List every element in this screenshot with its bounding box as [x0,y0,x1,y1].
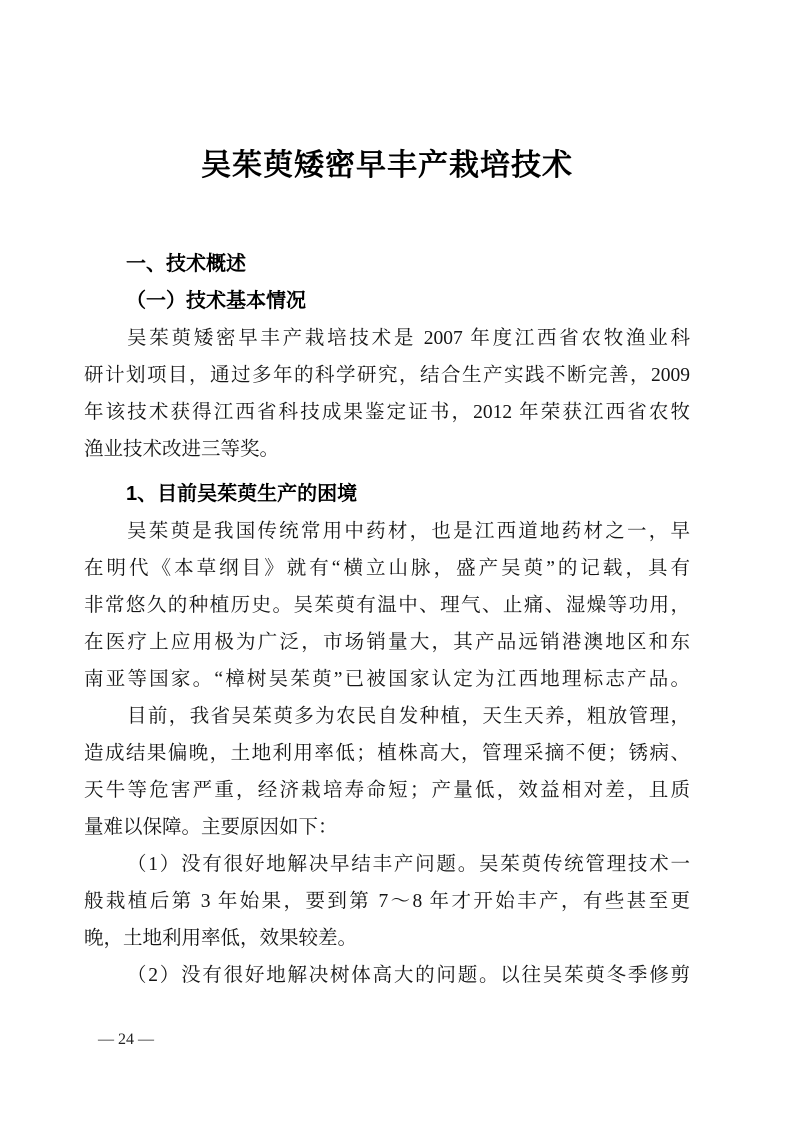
body-line: 吴茱萸是我国传统常用中药材，也是江西道地药材之一，早 [127,521,690,542]
heading-h1: 一、技术概述 [126,253,246,275]
body-line: 造成结果偏晚，土地利用率低；植株高大，管理采摘不便；锈病、 [84,743,690,764]
body-line: 在明代《本草纲目》就有“横立山脉，盛产吴萸”的记载，具有 [84,558,690,579]
heading-h2: （一）技术基本情况 [126,290,306,312]
body-line: 天牛等危害严重，经济栽培寿命短；产量低，效益相对差，且质 [84,780,690,801]
body-line: 渔业技术改进三等奖。 [84,439,280,460]
body-line: 研计划项目，通过多年的科学研究，结合生产实践不断完善，2009 [84,365,690,386]
page-title: 吴茱萸矮密早丰产栽培技术 [201,149,573,182]
page-number: — 24 — [98,1031,154,1048]
body-line: 年该技术获得江西省科技成果鉴定证书，2012 年荣获江西省农牧 [84,402,690,423]
body-line: 在医疗上应用极为广泛，市场销量大，其产品远销港澳地区和东 [84,632,690,653]
body-line: 吴茱萸矮密早丰产栽培技术是 2007 年度江西省农牧渔业科 [127,328,690,349]
body-line: 晚，土地利用率低，效果较差。 [84,928,358,949]
body-line: 目前，我省吴茱萸多为农民自发种植，天生天养，粗放管理， [127,706,690,727]
body-line: 量难以保障。主要原因如下： [84,817,338,838]
body-line: 般栽植后第 3 年始果，要到第 7～8 年才开始丰产，有些甚至更 [84,891,690,912]
heading-h3: 1、目前吴茱萸生产的困境 [126,483,358,505]
body-line: 南亚等国家。“樟树吴茱萸”已被国家认定为江西地理标志产品。 [84,669,690,690]
body-line: （2）没有很好地解决树体高大的问题。以往吴茱萸冬季修剪 [127,965,690,986]
document-content [84,146,690,994]
body-line: 非常悠久的种植历史。吴茱萸有温中、理气、止痛、湿燥等功用， [84,595,690,616]
body-line: （1）没有很好地解决早结丰产问题。吴茱萸传统管理技术一 [127,854,690,875]
